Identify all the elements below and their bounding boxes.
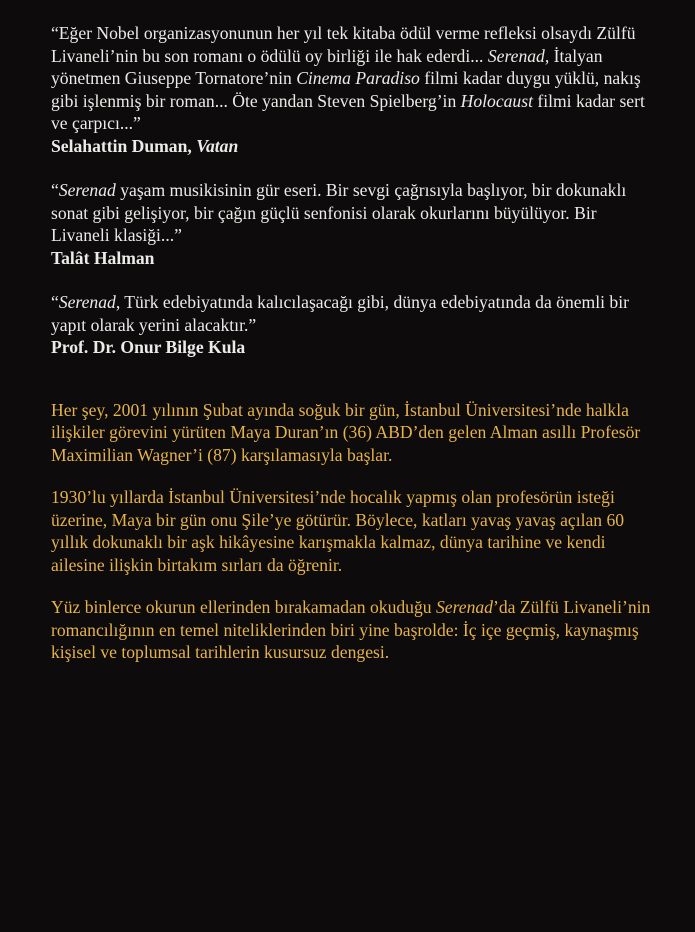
review-source: Vatan bbox=[196, 135, 239, 156]
text-segment: filmi kadar sert ve çarpıcı...” bbox=[51, 90, 645, 133]
italic-title: Serenad bbox=[58, 292, 116, 312]
review-author: Selahattin Duman, bbox=[51, 135, 197, 156]
review-quote-1 bbox=[51, 22, 655, 157]
review-text bbox=[51, 291, 655, 336]
italic-title: Serenad bbox=[487, 45, 545, 66]
italic-title: Holocaust bbox=[460, 90, 533, 111]
review-author: Prof. Dr. Onur Bilge Kula bbox=[51, 337, 246, 357]
review-text bbox=[51, 179, 655, 247]
italic-title: Serenad bbox=[58, 180, 116, 200]
description-paragraph-1 bbox=[51, 399, 655, 467]
text-segment: 1930’lu yıllarda İstanbul Üniversitesi’nde hocalık yapmış olan profesörün isteği üzerine, Maya bir gün onu Şile’ye götürür. Böylece, katları yavaş yavaş açılan 60 yıllık dokunaklı bir aşk hikâyesine karışmakla kalmaz, dünya tarihine ve kendi ailesine ilişkin birtakım sırları da öğrenir. bbox=[51, 487, 625, 575]
text-segment: Her şey, 2001 yılının Şubat ayında soğuk bir gün, İstanbul Üniversitesi’nde halkla ilişkiler görevini yürüten Maya Duran’ın (36) ABD’den gelen Alman asıllı Profesör Maximilian Wagner’i (87) karşılamasıyla başlar. bbox=[51, 399, 641, 465]
review-author: Talât Halman bbox=[51, 247, 155, 268]
text-segment: ’da Zülfü Livaneli’nin romancılığının en temel niteliklerinden biri yine başrolde: İç içe geçmiş, kaynaşmış kişisel ve toplumsal tarihlerin kusursuz dengesi. bbox=[51, 597, 651, 662]
review-attribution bbox=[51, 247, 655, 270]
description-paragraph-2 bbox=[51, 486, 655, 576]
text-segment: “Eğer Nobel organizasyonunun her yıl tek kitaba ödül verme refleksi olsaydı Zülfü Livaneli’nin bu son romanı o ödülü oy birliği ile hak ederdi... bbox=[51, 23, 636, 66]
description-paragraph-3 bbox=[51, 596, 655, 664]
text-segment: Yüz binlerce okurun ellerinden bırakamadan okuduğu bbox=[51, 597, 436, 617]
text-segment: , İtalyan yönetmen Giuseppe Tornatore’nin bbox=[51, 45, 603, 88]
text-segment: “ bbox=[51, 292, 59, 312]
review-quote-2 bbox=[51, 179, 655, 269]
review-attribution bbox=[51, 135, 655, 158]
book-description bbox=[51, 399, 655, 664]
text-segment: filmi kadar duygu yüklü, nakış gibi işlenmiş bir roman... Öte yandan Steven Spielberg’in bbox=[51, 68, 641, 111]
text-segment: yaşam musikisinin gür eseri. Bir sevgi çağrısıyla başlıyor, bir dokunaklı sonat gibi gelişiyor, bir çağın güçlü senfonisi olarak okurlarını büyülüyor. Bir Livaneli klasiği...” bbox=[51, 180, 627, 245]
italic-title: Cinema Paradiso bbox=[296, 68, 420, 88]
review-attribution bbox=[51, 336, 655, 359]
italic-title: Serenad bbox=[435, 597, 493, 617]
review-quote-3 bbox=[51, 291, 655, 359]
text-segment: “ bbox=[51, 180, 59, 200]
review-text bbox=[51, 22, 655, 135]
text-segment: , Türk edebiyatında kalıcılaşacağı gibi, dünya edebiyatında da önemli bir yapıt olarak yerini alacaktır.” bbox=[51, 292, 629, 335]
